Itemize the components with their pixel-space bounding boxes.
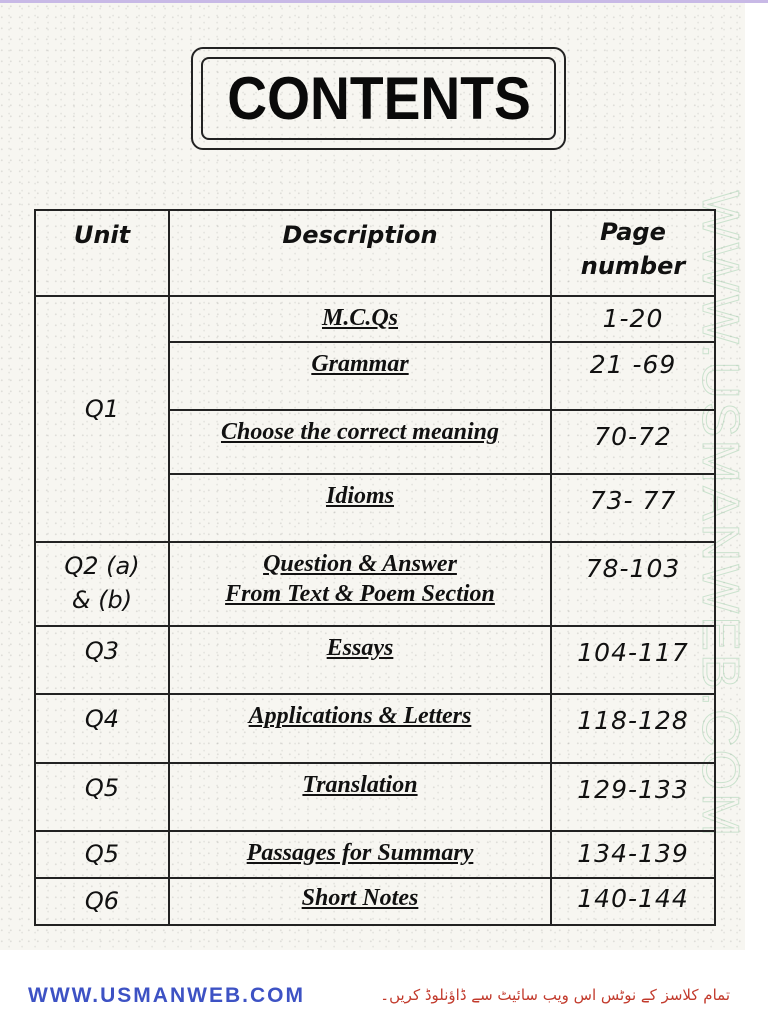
table-row	[35, 878, 715, 925]
title-inner-frame	[201, 57, 556, 140]
page-range-cell: 73- 77	[589, 486, 677, 515]
page-range-cell: 104-117	[577, 638, 689, 667]
unit-cell: Q6	[84, 887, 120, 915]
contents-table	[34, 209, 716, 926]
description-cell	[170, 543, 550, 609]
header-page-number	[552, 211, 714, 283]
table-header-row	[35, 210, 715, 296]
table-row	[35, 296, 715, 342]
page-range-cell: 118-128	[577, 706, 689, 735]
page-range-cell: 1-20	[602, 304, 664, 333]
header-page-line2: number	[580, 252, 686, 280]
description-line2: From Text & Poem Section	[225, 581, 495, 607]
unit-cell	[36, 543, 168, 617]
table-row	[35, 763, 715, 831]
page-range-cell: 134-139	[577, 839, 689, 868]
description-cell: Short Notes	[301, 885, 419, 911]
footer-urdu-note: تمام کلاسز کے نوٹس اس ویب سائیٹ سے ڈاؤنلوڈ کریں۔	[380, 986, 730, 1004]
description-cell: M.C.Qs	[321, 305, 399, 331]
footer-bar	[0, 950, 768, 1024]
header-unit: Unit	[73, 221, 131, 249]
footer-website-link[interactable]: WWW.USMANWEB.COM	[28, 984, 305, 1007]
description-cell: Applications & Letters	[248, 703, 472, 729]
description-cell: Translation	[302, 772, 418, 798]
unit-cell: Q5	[84, 774, 120, 802]
page-range-cell: 70-72	[594, 422, 672, 451]
table-row	[35, 831, 715, 878]
title-frame	[191, 47, 566, 150]
header-description: Description	[282, 221, 438, 249]
description-cell: Essays	[326, 635, 394, 661]
table-row	[35, 694, 715, 763]
unit-cell: Q3	[84, 637, 120, 665]
description-line1: Question & Answer	[263, 551, 457, 577]
description-cell: Choose the correct meaning	[220, 419, 499, 445]
table-row	[35, 626, 715, 694]
header-page-line1: Page	[600, 218, 666, 246]
description-cell: Grammar	[311, 351, 409, 377]
page-range-cell: 78-103	[585, 554, 681, 583]
unit-line2: & (b)	[71, 586, 133, 614]
site-watermark: WWW.USMANWEB.COM	[691, 190, 749, 840]
page-title: CONTENTS	[226, 64, 531, 132]
description-cell: Passages for Summary	[246, 840, 474, 866]
unit-cell: Q5	[84, 840, 120, 868]
unit-cell: Q1	[84, 395, 120, 423]
page-range-cell: 140-144	[577, 884, 689, 913]
page-range-cell: 21 -69	[589, 350, 677, 379]
description-cell: Idioms	[325, 483, 394, 509]
unit-cell: Q4	[84, 705, 120, 733]
table-row	[35, 542, 715, 626]
unit-line1: Q2 (a)	[64, 552, 140, 580]
page-range-cell: 129-133	[577, 775, 689, 804]
